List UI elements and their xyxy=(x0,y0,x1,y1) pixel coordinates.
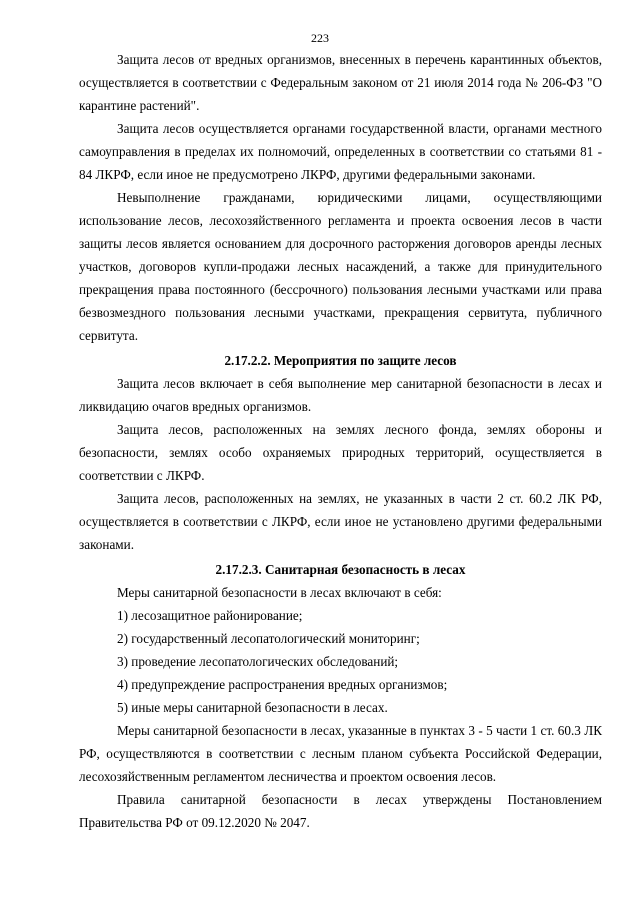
paragraph-quarantine: Защита лесов от вредных организмов, внесенных в перечень карантинных объектов, осуществляется в соответствии с Федеральным законом от 21 июля 2014 года № 206-ФЗ "О карантине растений". xyxy=(79,52,602,113)
list-item: 5) иные меры санитарной безопасности в лесах. xyxy=(117,700,388,715)
paragraph-other-lands: Защита лесов, расположенных на землях, не указанных в части 2 ст. 60.2 ЛК РФ, осуществляется в соответствии с ЛКРФ, если иное не установлено другими федеральными законами. xyxy=(79,491,602,552)
paragraph-protection-includes: Защита лесов включает в себя выполнение мер санитарной безопасности в лесах и ликвидацию очагов вредных организмов. xyxy=(79,376,602,414)
list-item: 2) государственный лесопатологический мониторинг; xyxy=(117,631,420,646)
list-item: 4) предупреждение распространения вредных организмов; xyxy=(117,677,448,692)
paragraph-noncompliance: Невыполнение гражданами, юридическими лицами, осуществляющими использование лесов, лесохозяйственного регламента и проекта освоения лесов в части защиты лесов является основанием для досрочного расторжения договоров аренды лесных участков, договоров купли-продажи лесных насаждений, а также для принудительного прекращения права постоянного (бессрочного) пользования лесными участками или права безвозмездного пользования лесными участками, прекращения сервитута, публичного сервитута. xyxy=(79,190,602,343)
document-body xyxy=(79,48,602,834)
list-item: 3) проведение лесопатологических обследований; xyxy=(117,654,399,669)
paragraph-forest-fund-lands: Защита лесов, расположенных на землях лесного фонда, землях обороны и безопасности, землях особо охраняемых природных территорий, осуществляется в соответствии с ЛКРФ. xyxy=(79,422,602,483)
paragraph-authorities: Защита лесов осуществляется органами государственной власти, органами местного самоуправления в пределах их полномочий, определенных в соответствии со статьями 81 - 84 ЛКРФ, если иное не предусмотрено ЛКРФ, другими федеральными законами. xyxy=(79,121,602,182)
heading-protection-measures: 2.17.2.2. Мероприятия по защите лесов xyxy=(224,353,457,368)
paragraph-measures-intro: Меры санитарной безопасности в лесах включают в себя: xyxy=(117,585,442,600)
paragraph-sanitary-rules: Правила санитарной безопасности в лесах утверждены Постановлением Правительства РФ от 09.12.2020 № 2047. xyxy=(79,792,602,830)
heading-sanitary-safety: 2.17.2.3. Санитарная безопасность в лесах xyxy=(215,562,466,577)
page-number: 223 xyxy=(311,31,329,45)
list-item: 1) лесозащитное районирование; xyxy=(117,608,303,623)
paragraph-measures-implementation: Меры санитарной безопасности в лесах, указанные в пунктах 3 - 5 части 1 ст. 60.3 ЛК РФ, осуществляются в соответствии с лесным планом субъекта Российской Федерации, лесохозяйственным регламентом лесничества и проектом освоения лесов. xyxy=(79,723,602,784)
